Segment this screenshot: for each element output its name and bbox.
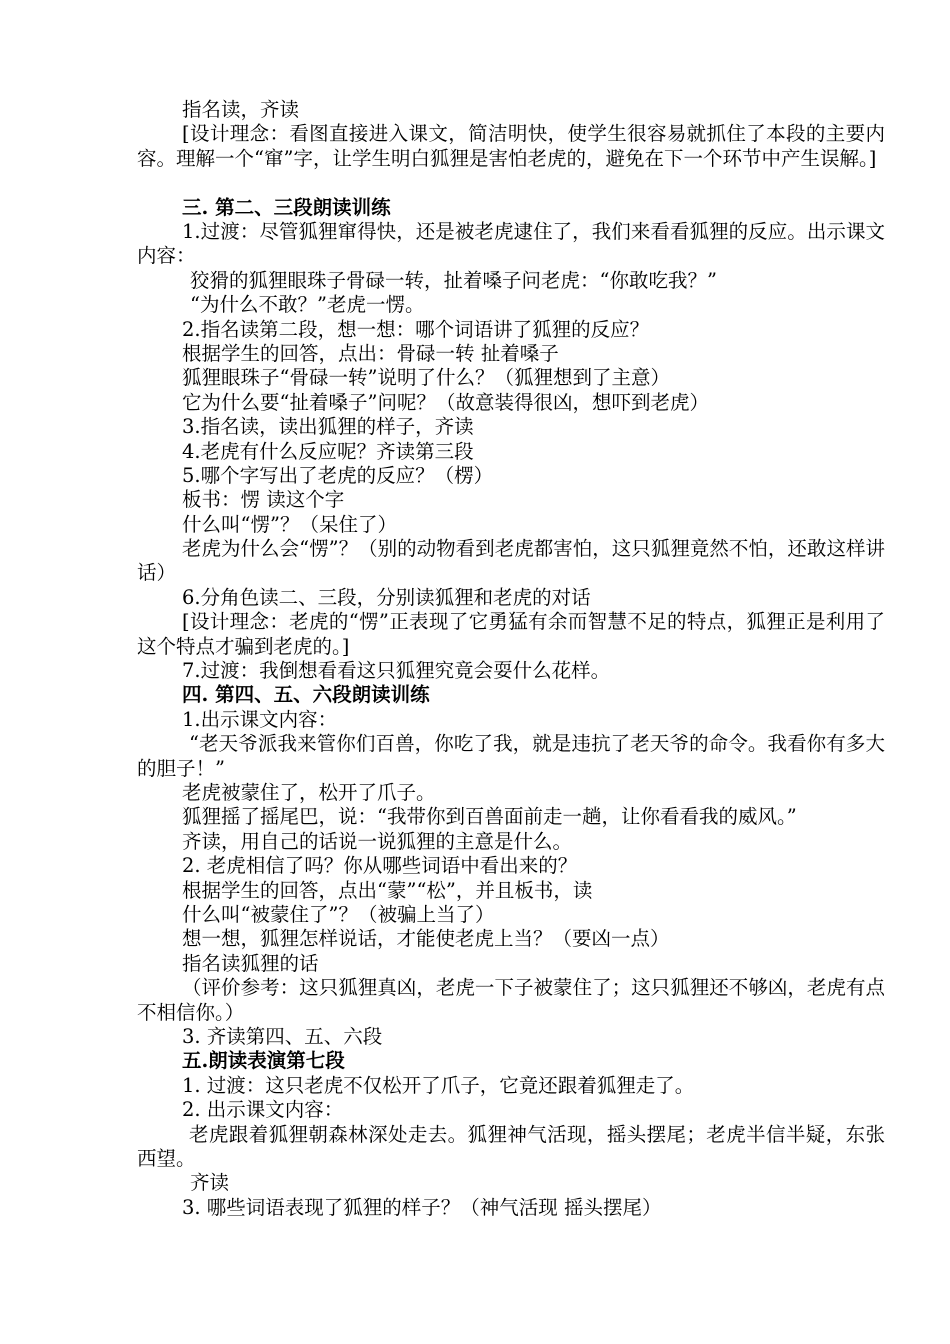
- paragraph: 1.过渡：尽管狐狸窜得快，还是被老虎逮住了，我们来看看狐狸的反应。出示课文内容：: [137, 219, 885, 268]
- paragraph: （评价参考：这只狐狸真凶，老虎一下子被蒙住了；这只狐狸还不够凶，老虎有点不相信你。）: [137, 976, 885, 1024]
- paragraph: 根据学生的回答，点出“蒙”“松”，并且板书，读: [182, 878, 593, 902]
- paragraph: 指名读，齐读: [182, 98, 300, 121]
- paragraph: 根据学生的回答，点出：骨碌一转 扯着嗓子: [182, 341, 559, 365]
- paragraph: 老虎被蒙住了，松开了爪子。: [182, 781, 436, 805]
- quote-line: “为什么不敢？”老虎一愣。: [190, 293, 425, 317]
- paragraph: 指名读狐狸的话: [182, 951, 319, 975]
- paragraph: 3.指名读，读出狐狸的样子，齐读: [182, 415, 474, 439]
- document-body: [0, 98, 950, 1220]
- paragraph: 它为什么要“扯着嗓子”问呢？（故意装得很凶，想吓到老虎）: [182, 390, 709, 414]
- paragraph: 什么叫“愣”？（呆住了）: [182, 512, 397, 536]
- paragraph: 2. 老虎相信了吗？你从哪些词语中看出来的？: [182, 854, 578, 878]
- quote-line: 狡猾的狐狸眼珠子骨碌一转，扯着嗓子问老虎：“你敢吃我？”: [190, 268, 717, 292]
- paragraph: 2. 出示课文内容：: [182, 1098, 344, 1122]
- paragraph: 1.出示课文内容：: [182, 707, 338, 731]
- section-heading: 四. 第四、五、六段朗读训练: [182, 683, 430, 707]
- quote-line: 老虎跟着狐狸朝森林深处走去。狐狸神气活现，摇头摆尾；老虎半信半疑，东张西望。: [137, 1122, 885, 1170]
- paragraph: 板书：愣 读这个字: [182, 488, 345, 512]
- paragraph: 2.指名读第二段，想一想：哪个词语讲了狐狸的反应？: [182, 317, 650, 341]
- paragraph: 想一想，狐狸怎样说话，才能使老虎上当？（要凶一点）: [182, 927, 670, 951]
- paragraph: 什么叫“被蒙住了”？（被骗上当了）: [182, 902, 495, 926]
- paragraph: 狐狸摇了摇尾巴，说：“我带你到百兽面前走一趟，让你看看我的威风。”: [182, 805, 797, 829]
- quote-line: “老天爷派我来管你们百兽，你吃了我，就是违抗了老天爷的命令。我看你有多大的胆子！”: [137, 732, 885, 780]
- paragraph: 齐读: [190, 1171, 230, 1195]
- paragraph: 7.过渡：我倒想看看这只狐狸究竟会耍什么花样。: [182, 659, 611, 683]
- paragraph: 3. 哪些词语表现了狐狸的样子？（神气活现 摇头摆尾）: [182, 1195, 662, 1219]
- paragraph: 1. 过渡：这只老虎不仅松开了爪子，它竟还跟着狐狸走了。: [182, 1073, 695, 1097]
- design-note: [设计理念：看图直接进入课文，简洁明快，使学生很容易就抓住了本段的主要内容。理解一个“窜”字，让学生明白狐狸是害怕老虎的，避免在下一个环节中产生误解。]: [137, 122, 885, 170]
- paragraph: 狐狸眼珠子“骨碌一转”说明了什么？（狐狸想到了主意）: [182, 366, 670, 390]
- section-heading: 五.朗读表演第七段: [182, 1049, 345, 1073]
- design-note: [设计理念：老虎的“愣”正表现了它勇猛有余而智慧不足的特点，狐狸正是利用了这个特点才骗到老虎的。]: [137, 610, 885, 658]
- paragraph: 3. 齐读第四、五、六段: [182, 1024, 383, 1048]
- paragraph: 6.分角色读二、三段，分别读狐狸和老虎的对话: [182, 585, 591, 609]
- paragraph: 4.老虎有什么反应呢？齐读第三段: [182, 439, 474, 463]
- paragraph: 5.哪个字写出了老虎的反应？（楞）: [182, 463, 494, 487]
- section-heading: 三. 第二、三段朗读训练: [182, 195, 391, 219]
- paragraph: 老虎为什么会“愣”？（别的动物看到老虎都害怕，这只狐狸竟然不怕，还敢这样讲话）: [137, 537, 885, 585]
- paragraph: 齐读，用自己的话说一说狐狸的主意是什么。: [182, 829, 573, 853]
